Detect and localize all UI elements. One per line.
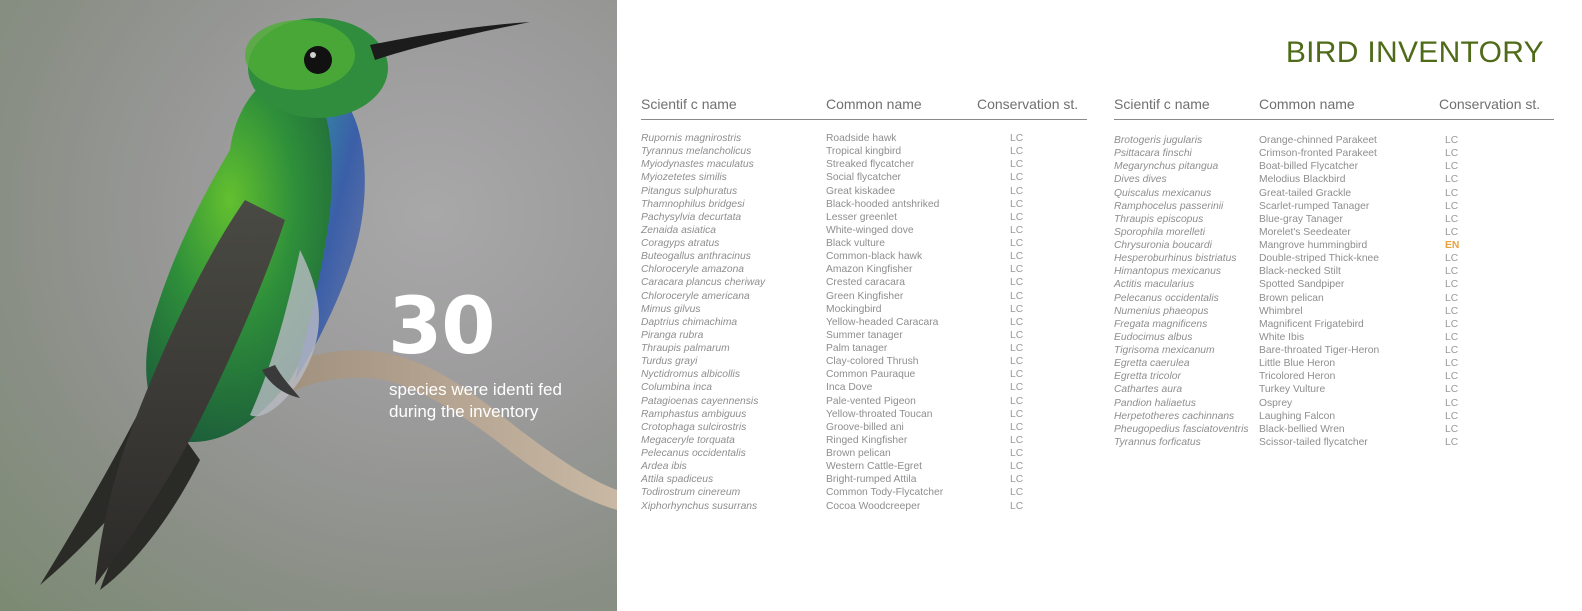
scientific-name-cell: Crotophaga sulcirostris (641, 421, 747, 433)
conservation-status-cell: LC (1445, 187, 1459, 199)
conservation-status-cell: LC (1445, 318, 1459, 330)
scientific-name-cell: Chrysuronia boucardi (1114, 240, 1212, 251)
common-name-cell: Ringed Kingfisher (826, 434, 908, 446)
table-header (1114, 94, 1554, 120)
table-row (1114, 278, 1554, 291)
common-name-cell: Mockingbird (826, 303, 882, 315)
table-row (1114, 383, 1554, 396)
common-name-cell: Tricolored Heron (1259, 371, 1336, 383)
common-name-cell: Osprey (1259, 397, 1293, 409)
common-name-cell: Magnificent Frigatebird (1259, 318, 1364, 330)
conservation-status-cell: LC (1445, 266, 1459, 278)
scientific-name-cell: Mimus gilvus (641, 303, 701, 315)
common-name-cell: Morelet's Seedeater (1259, 226, 1351, 238)
conservation-status-cell: LC (1445, 423, 1459, 435)
common-name-cell: Common Tody-Flycatcher (826, 487, 944, 499)
conservation-status-cell: LC (1010, 303, 1024, 315)
table-row (641, 237, 1087, 250)
conservation-status-cell: LC (1445, 358, 1459, 370)
scientific-name-cell: Nyctidromus albicollis (641, 369, 740, 381)
common-name-cell: Cocoa Woodcreeper (826, 500, 921, 512)
table-row (641, 303, 1087, 316)
scientific-name-cell: Caracara plancus cheriway (641, 277, 766, 289)
table-body (641, 132, 1087, 513)
conservation-status-cell: LC (1445, 200, 1459, 212)
common-name-cell: Whimbrel (1259, 305, 1303, 317)
table-row (1114, 239, 1554, 252)
common-name-cell: Inca Dove (826, 382, 873, 394)
species-count: 30 (388, 282, 495, 372)
conservation-status-cell: LC (1445, 410, 1459, 422)
conservation-status-cell: LC (1010, 159, 1024, 171)
conservation-status-cell: LC (1445, 135, 1459, 146)
table-row (1114, 318, 1554, 331)
common-name-cell: Roadside hawk (826, 133, 897, 144)
conservation-status-cell: LC (1010, 224, 1024, 236)
table-row (641, 473, 1087, 486)
table-row (1114, 213, 1554, 226)
common-name-cell: Black vulture (826, 238, 885, 249)
header-conservation-status: Conservation st. (1439, 96, 1541, 112)
hummingbird-illustration (0, 0, 617, 611)
species-caption-line1: species were identi fed (389, 380, 562, 399)
common-name-cell: Lesser greenlet (826, 211, 897, 223)
table-header (641, 94, 1087, 120)
conservation-status-cell: LC (1010, 238, 1024, 249)
scientific-name-cell: Actitis macularius (1114, 279, 1195, 291)
common-name-cell: Laughing Falcon (1259, 410, 1336, 422)
table-row (1114, 410, 1554, 423)
header-conservation-status: Conservation st. (977, 96, 1079, 112)
conservation-status-cell: LC (1010, 277, 1024, 289)
table-row (641, 329, 1087, 342)
scientific-name-cell: Tigrisoma mexicanum (1114, 345, 1215, 356)
common-name-cell: White Ibis (1259, 331, 1305, 343)
scientific-name-cell: Pelecanus occidentalis (641, 448, 746, 459)
scientific-name-cell: Egretta caerulea (1114, 358, 1190, 370)
conservation-status-cell: LC (1010, 461, 1024, 473)
common-name-cell: Common-black hawk (826, 251, 923, 263)
common-name-cell: Scarlet-rumped Tanager (1259, 200, 1370, 212)
scientific-name-cell: Pelecanus occidentalis (1114, 292, 1219, 304)
scientific-name-cell: Ramphastus ambiguus (641, 408, 747, 420)
common-name-cell: Yellow-throated Toucan (826, 408, 933, 420)
common-name-cell: Crimson-fronted Parakeet (1259, 148, 1377, 160)
scientific-name-cell: Rupornis magnirostris (641, 133, 742, 144)
table-row (1114, 436, 1554, 449)
conservation-status-cell: LC (1010, 356, 1024, 368)
scientific-name-cell: Pitangus sulphuratus (641, 185, 738, 197)
scientific-name-cell: Buteogallus anthracinus (641, 251, 751, 263)
conservation-status-cell: LC (1445, 371, 1459, 383)
table-row (1114, 370, 1554, 383)
table-row (641, 198, 1087, 211)
conservation-status-cell: EN (1445, 240, 1460, 251)
conservation-status-cell: LC (1010, 290, 1024, 302)
common-name-cell: Amazon Kingfisher (826, 264, 913, 276)
conservation-status-cell: LC (1010, 408, 1024, 420)
bird-table-left (641, 94, 1087, 513)
table-row (1114, 226, 1554, 239)
table-row (1114, 160, 1554, 173)
common-name-cell: Orange-chinned Parakeet (1259, 135, 1377, 146)
common-name-cell: Social flycatcher (826, 172, 901, 184)
table-row (641, 132, 1087, 145)
header-common-name: Common name (826, 96, 922, 112)
conservation-status-cell: LC (1010, 146, 1024, 158)
bird-table-right (1114, 94, 1554, 449)
scientific-name-cell: Brotogeris jugularis (1114, 135, 1203, 146)
scientific-name-cell: Ramphocelus passerinii (1114, 200, 1224, 212)
conservation-status-cell: LC (1010, 211, 1024, 223)
table-row (641, 447, 1087, 460)
table-row (641, 316, 1087, 329)
common-name-cell: Black-necked Stilt (1259, 266, 1341, 278)
scientific-name-cell: Thraupis palmarum (641, 343, 730, 354)
table-row (1114, 397, 1554, 410)
conservation-status-cell: LC (1445, 292, 1459, 304)
conservation-status-cell: LC (1445, 331, 1459, 343)
table-row (1114, 173, 1554, 186)
table-row (641, 263, 1087, 276)
common-name-cell: Black-hooded antshriked (826, 198, 940, 210)
common-name-cell: Tropical kingbird (826, 146, 902, 158)
species-caption (389, 379, 609, 423)
conservation-status-cell: LC (1010, 487, 1024, 499)
scientific-name-cell: Eudocimus albus (1114, 331, 1193, 343)
conservation-status-cell: LC (1010, 434, 1024, 446)
common-name-cell: Streaked flycatcher (826, 159, 915, 171)
conservation-status-cell: LC (1010, 251, 1024, 263)
conservation-status-cell: LC (1445, 279, 1459, 291)
table-row (641, 500, 1087, 513)
table-row (641, 368, 1087, 381)
conservation-status-cell: LC (1010, 316, 1024, 328)
table-row (641, 158, 1087, 171)
conservation-status-cell: LC (1445, 397, 1459, 409)
header-scientific-name: Scientif c name (1114, 96, 1210, 112)
conservation-status-cell: LC (1445, 213, 1459, 225)
scientific-name-cell: Attila spadiceus (641, 474, 714, 486)
common-name-cell: Black-bellied Wren (1259, 423, 1345, 435)
table-row (1114, 292, 1554, 305)
common-name-cell: Little Blue Heron (1259, 358, 1336, 370)
scientific-name-cell: Egretta tricolor (1114, 371, 1181, 383)
conservation-status-cell: LC (1010, 474, 1024, 486)
table-row (641, 421, 1087, 434)
table-row (1114, 344, 1554, 357)
table-row (641, 395, 1087, 408)
conservation-status-cell: LC (1010, 500, 1024, 512)
common-name-cell: Great kiskadee (826, 185, 896, 197)
table-row (641, 171, 1087, 184)
common-name-cell: Bright-rumped Attila (826, 474, 917, 486)
common-name-cell: Groove-billed ani (826, 421, 904, 433)
table-row (1114, 357, 1554, 370)
table-row (641, 355, 1087, 368)
conservation-status-cell: LC (1445, 345, 1459, 356)
conservation-status-cell: LC (1010, 382, 1024, 394)
scientific-name-cell: Tyrannus melancholicus (641, 146, 752, 158)
common-name-cell: Spotted Sandpiper (1259, 279, 1345, 291)
common-name-cell: Common Pauraque (826, 369, 916, 381)
scientific-name-cell: Himantopus mexicanus (1114, 266, 1222, 278)
common-name-cell: Mangrove hummingbird (1259, 240, 1368, 251)
common-name-cell: Brown pelican (826, 448, 891, 459)
common-name-cell: Crested caracara (826, 277, 905, 289)
table-row (1114, 252, 1554, 265)
common-name-cell: Scissor-tailed flycatcher (1259, 436, 1368, 448)
scientific-name-cell: Megarynchus pitangua (1114, 161, 1219, 173)
table-row (641, 408, 1087, 421)
scientific-name-cell: Psittacara finschi (1114, 148, 1192, 160)
conservation-status-cell: LC (1010, 185, 1024, 197)
conservation-status-cell: LC (1010, 329, 1024, 341)
table-row (1114, 200, 1554, 213)
common-name-cell: Green Kingfisher (826, 290, 904, 302)
conservation-status-cell: LC (1010, 172, 1024, 184)
conservation-status-cell: LC (1010, 448, 1024, 459)
scientific-name-cell: Dives dives (1114, 174, 1167, 186)
common-name-cell: Palm tanager (826, 343, 888, 354)
conservation-status-cell: LC (1010, 198, 1024, 210)
scientific-name-cell: Megaceryle torquata (641, 434, 735, 446)
conservation-status-cell: LC (1010, 264, 1024, 276)
scientific-name-cell: Tyrannus forficatus (1114, 436, 1201, 448)
conservation-status-cell: LC (1445, 384, 1459, 396)
table-row (641, 211, 1087, 224)
scientific-name-cell: Numenius phaeopus (1114, 305, 1209, 317)
conservation-status-cell: LC (1010, 343, 1024, 354)
common-name-cell: Great-tailed Grackle (1259, 187, 1352, 199)
scientific-name-cell: Quiscalus mexicanus (1114, 187, 1212, 199)
scientific-name-cell: Cathartes aura (1114, 384, 1183, 396)
common-name-cell: Turkey Vulture (1259, 384, 1326, 396)
conservation-status-cell: LC (1445, 148, 1459, 160)
common-name-cell: Western Cattle-Egret (826, 461, 922, 473)
species-caption-line2: during the inventory (389, 402, 539, 421)
table-row (641, 250, 1087, 263)
common-name-cell: Boat-billed Flycatcher (1259, 161, 1359, 173)
table-row (641, 185, 1087, 198)
common-name-cell: Pale-vented Pigeon (826, 395, 916, 407)
scientific-name-cell: Hesperoburhinus bistriatus (1114, 253, 1237, 265)
table-row (641, 290, 1087, 303)
scientific-name-cell: Daptrius chimachima (641, 316, 738, 328)
scientific-name-cell: Chloroceryle amazona (641, 264, 745, 276)
conservation-status-cell: LC (1445, 174, 1459, 186)
scientific-name-cell: Myiodynastes maculatus (641, 159, 754, 171)
table-row (641, 486, 1087, 499)
conservation-status-cell: LC (1445, 161, 1459, 173)
scientific-name-cell: Patagioenas cayennensis (641, 395, 759, 407)
common-name-cell: Yellow-headed Caracara (826, 316, 939, 328)
table-row (1114, 305, 1554, 318)
table-row (641, 434, 1087, 447)
scientific-name-cell: Pheugopedius fasciatoventris (1114, 423, 1249, 435)
table-row (1114, 147, 1554, 160)
conservation-status-cell: LC (1010, 421, 1024, 433)
conservation-status-cell: LC (1445, 253, 1459, 265)
table-row (641, 145, 1087, 158)
scientific-name-cell: Thamnophilus bridgesi (641, 198, 745, 210)
header-common-name: Common name (1259, 96, 1355, 112)
common-name-cell: White-winged dove (826, 224, 914, 236)
common-name-cell: Bare-throated Tiger-Heron (1259, 345, 1380, 356)
table-row (1114, 423, 1554, 436)
common-name-cell: Double-striped Thick-knee (1259, 253, 1379, 265)
page-title: BIRD INVENTORY (1285, 36, 1544, 69)
scientific-name-cell: Herpetotheres cachinnans (1114, 410, 1235, 422)
common-name-cell: Blue-gray Tanager (1259, 213, 1343, 225)
table-row (641, 342, 1087, 355)
common-name-cell: Brown pelican (1259, 292, 1324, 304)
conservation-status-cell: LC (1445, 305, 1459, 317)
conservation-status-cell: LC (1445, 436, 1459, 448)
scientific-name-cell: Sporophila morelleti (1114, 226, 1206, 238)
scientific-name-cell: Pachysylvia decurtata (641, 211, 742, 223)
table-row (1114, 331, 1554, 344)
scientific-name-cell: Zenaida asiatica (641, 224, 716, 236)
scientific-name-cell: Myiozetetes similis (641, 172, 727, 184)
header-scientific-name: Scientif c name (641, 96, 737, 112)
conservation-status-cell: LC (1010, 369, 1024, 381)
scientific-name-cell: Thraupis episcopus (1114, 213, 1204, 225)
scientific-name-cell: Chloroceryle americana (641, 290, 750, 302)
scientific-name-cell: Todirostrum cinereum (641, 487, 741, 499)
table-row (641, 381, 1087, 394)
hummingbird-photo (0, 0, 617, 611)
table-row (641, 224, 1087, 237)
table-row (641, 276, 1087, 289)
scientific-name-cell: Piranga rubra (641, 329, 704, 341)
common-name-cell: Melodius Blackbird (1259, 174, 1346, 186)
conservation-status-cell: LC (1445, 226, 1459, 238)
conservation-status-cell: LC (1010, 395, 1024, 407)
scientific-name-cell: Ardea ibis (641, 461, 687, 473)
scientific-name-cell: Fregata magnificens (1114, 318, 1208, 330)
scientific-name-cell: Xiphorhynchus susurrans (641, 500, 758, 512)
table-row (1114, 134, 1554, 147)
table-row (1114, 187, 1554, 200)
scientific-name-cell: Coragyps atratus (641, 238, 720, 249)
scientific-name-cell: Turdus grayi (641, 356, 698, 368)
common-name-cell: Clay-colored Thrush (826, 356, 919, 368)
scientific-name-cell: Columbina inca (641, 382, 712, 394)
table-row (1114, 265, 1554, 278)
common-name-cell: Summer tanager (826, 329, 903, 341)
conservation-status-cell: LC (1010, 133, 1024, 144)
table-row (641, 460, 1087, 473)
table-body (1114, 134, 1554, 449)
scientific-name-cell: Pandion haliaetus (1114, 397, 1196, 409)
